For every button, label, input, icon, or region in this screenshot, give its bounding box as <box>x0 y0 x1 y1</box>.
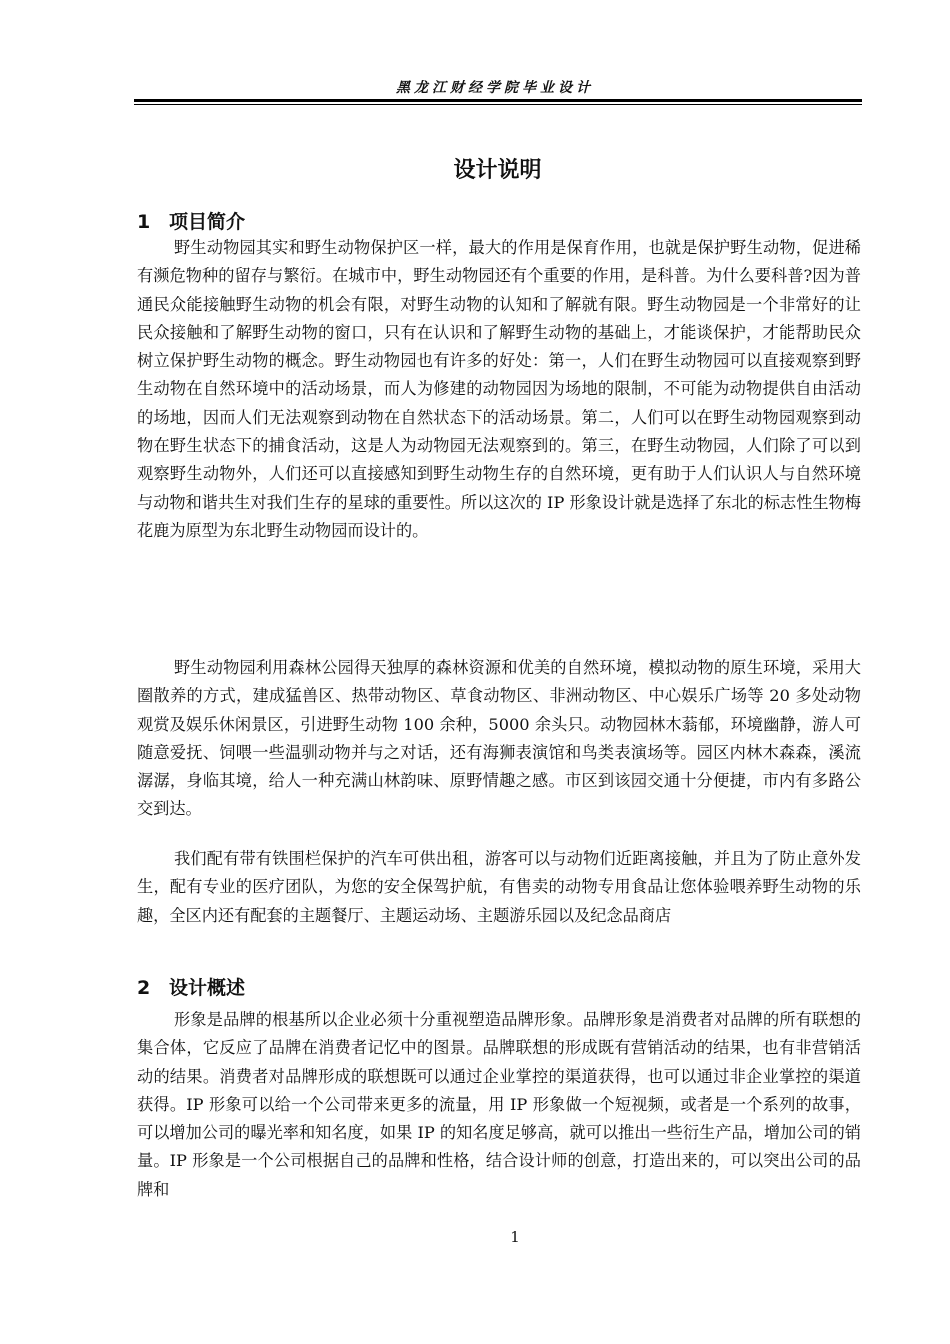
paragraph: 野生动物园其实和野生动物保护区一样，最大的作用是保育作用，也就是保护野生动物，促进稀有濒危物种的留存与繁衍。在城市中，野生动物园还有个重要的作用，是科普。为什么要科普?因为普通民众能接触野生动物的机会有限，对野生动物的认知和了解就有限。野生动物园是一个非常好的让民众接触和了解野生动物的窗口，只有在认识和了解野生动物的基础上，才能谈保护，才能帮助民众树立保护野生动物的概念。野生动物园也有许多的好处：第一，人们在野生动物园可以直接观察到野生动物在自然环境中的活动场景，而人为修建的动物园因为场地的限制，不可能为动物提供自由活动的场地，因而人们无法观察到动物在自然状态下的活动场景。第二，人们可以在野生动物园观察到动物在野生状态下的捕食活动，这是人为动物园无法观察到的。第三，在野生动物园，人们除了可以到观察野生动物外，人们还可以直接感知到野生动物生存的自然环境，更有助于人们认识人与自然环境与动物和谐共生对我们生存的星球的重要性。所以这次的 IP 形象设计就是选择了东北的标志性生物梅花鹿为原型为东北野生动物园而设计的。 <box>137 238 861 540</box>
header-text: 黑龙江财经学院毕业设计 <box>396 80 594 96</box>
section-number: 1 <box>137 211 151 233</box>
paragraph: 形象是品牌的根基所以企业必须十分重视塑造品牌形象。品牌形象是消费者对品牌的所有联想的集合体，它反应了品牌在消费者记忆中的图景。品牌联想的形成既有营销活动的结果，也有非营销活动的结果。消费者对品牌形成的联想既可以通过企业掌控的渠道获得，也可以通过非企业掌控的渠道获得。IP 形象可以给一个公司带来更多的流量，用 IP 形象做一个短视频，或者是一个系列的故事，可以增加公司的曝光率和知名度，如果 IP 的知名度足够高，就可以推出一些衍生产品，增加公司的销量。IP 形象是一个公司根据自己的品牌和性格，结合设计师的创意，打造出来的，可以突出公司的品牌和 <box>137 1010 861 1199</box>
document-title: 设计说明 <box>453 158 542 183</box>
section-title: 设计概述 <box>169 977 246 999</box>
section-title: 项目简介 <box>169 211 246 233</box>
section-heading-1 <box>137 207 245 234</box>
header-rule-thick <box>134 99 862 102</box>
paragraph: 野生动物园利用森林公园得天独厚的森林资源和优美的自然环境，模拟动物的原生环境，采用大圈散养的方式，建成猛兽区、热带动物区、草食动物区、非洲动物区、中心娱乐广场等 20 多处动物观赏及娱乐休闲景区，引进野生动物 100 余种，5000 余头只。动物园林木蓊郁，环境幽静，游人可随意爱抚、饲喂一些温驯动物并与之对话，还有海狮表演馆和鸟类表演场等。园区内林木森森，溪流潺潺，身临其境，给人一种充满山林韵味、原野情趣之感。市区到该园交通十分便捷，市内有多路公交到达。 <box>137 658 861 819</box>
paragraph: 我们配有带有铁围栏保护的汽车可供出租，游客可以与动物们近距离接触，并且为了防止意外发生，配有专业的医疗团队，为您的安全保驾护航，有售卖的动物专用食品让您体验喂养野生动物的乐趣，全区内还有配套的主题餐厅、主题运动场、主题游乐园以及纪念品商店 <box>137 849 861 925</box>
header-rule-thin <box>134 104 862 105</box>
page-number: 1 <box>510 1228 520 1246</box>
section-heading-2 <box>137 973 245 1000</box>
section-number: 2 <box>137 977 151 999</box>
